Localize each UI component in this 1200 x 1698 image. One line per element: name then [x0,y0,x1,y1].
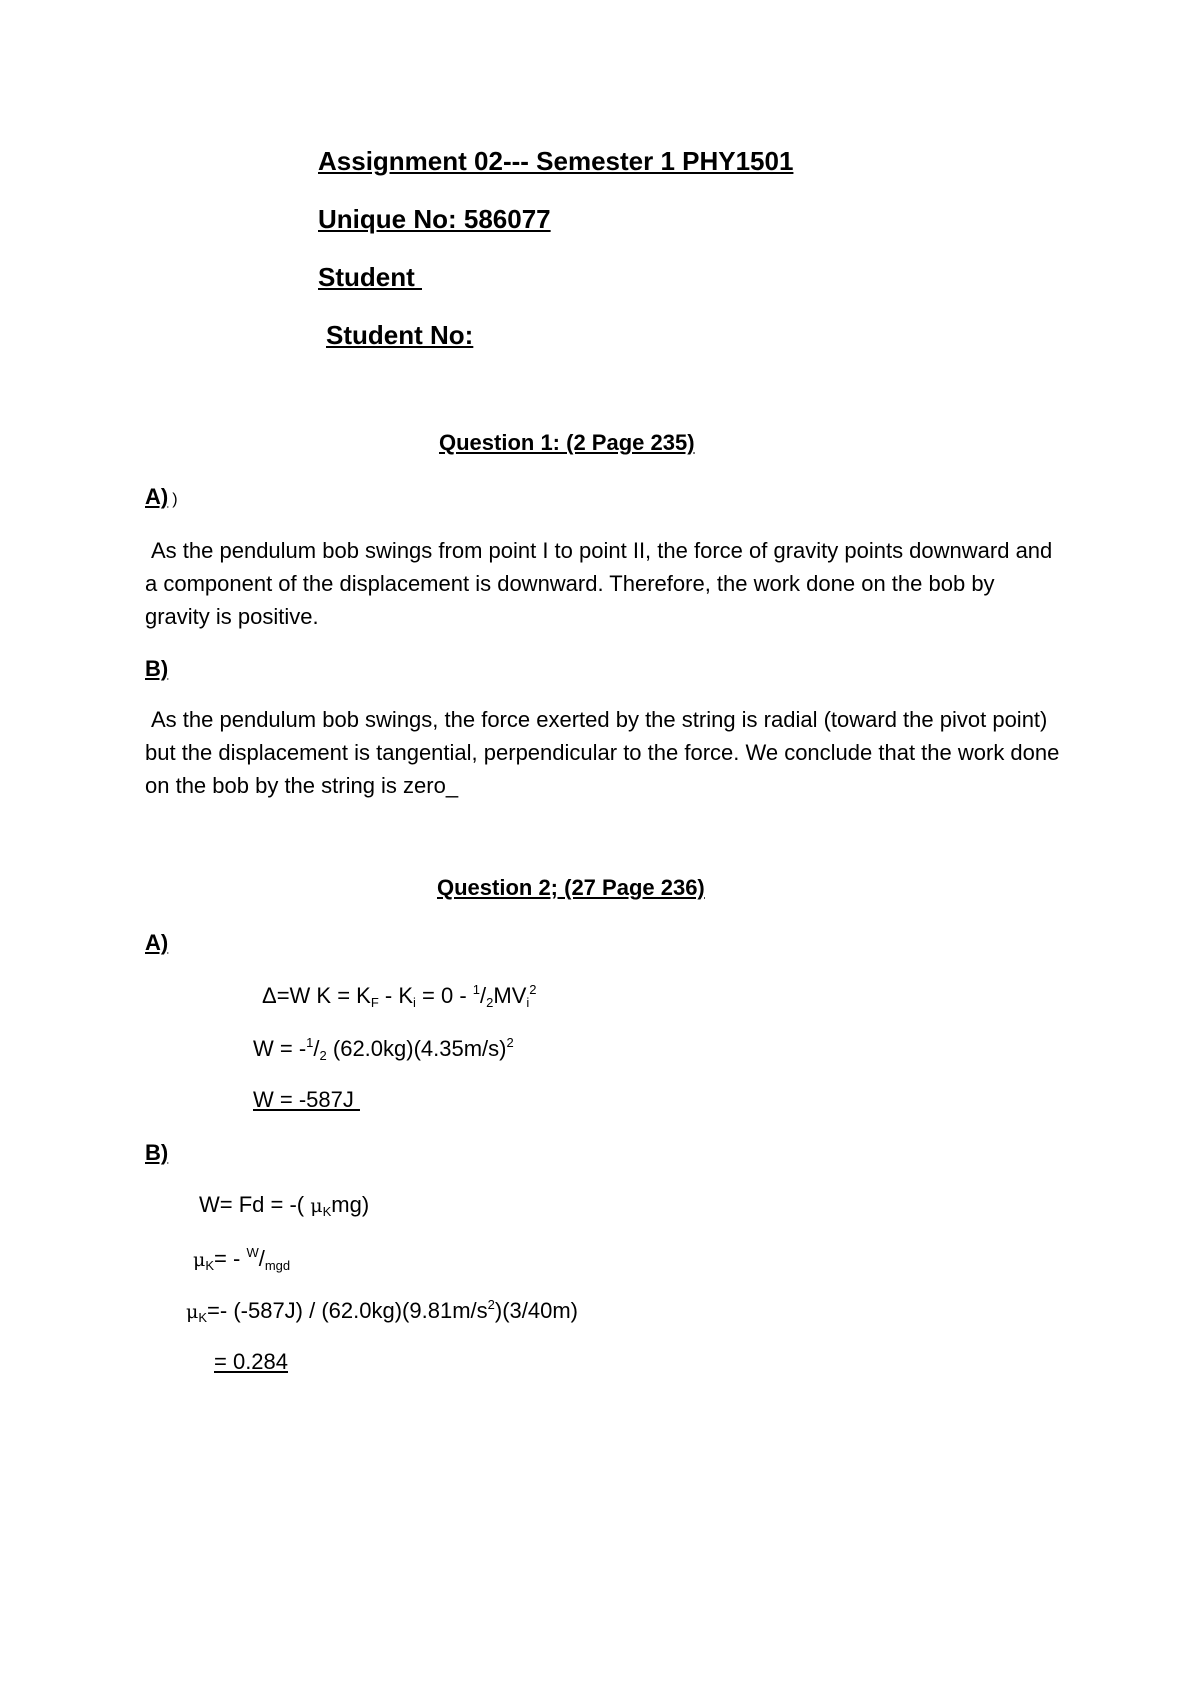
eq1-sub-i: i [413,995,416,1010]
q1-part-a-label-group [145,484,178,510]
eq1-half-denominator: 2 [486,995,494,1010]
eq6-sub-k: K [198,1310,208,1325]
question-1-heading: Question 1: (2 Page 235) [439,430,695,455]
eq4-part-1: W= Fd = -( [199,1192,311,1217]
eq5-mu-symbol: μ [193,1249,206,1271]
eq1-part-2: - K [378,983,414,1008]
q1-part-b-text: As the pendulum bob swings, the force exerted by the string is radial (toward the pivot point) but the displacement is tangential, perpendicular to the force. We conclude that the work done on the bob by the string is zero [145,707,1060,798]
eq1-square: 2 [529,982,537,997]
eq1-half-numerator: 1 [472,982,481,997]
eq6-part-1: =- (-587J) / (62.0kg)(9.81m/s [207,1298,488,1323]
q1-part-a-label: A) [145,484,169,509]
q1-part-b-answer [145,703,1065,802]
eq4-part-2: mg) [331,1192,370,1217]
eq1-part-3: = 0 - [415,983,473,1008]
eq2-part-2: (62.0kg)(4.35m/s) [326,1036,507,1061]
q2-part-a-label: A) [145,930,169,955]
eq1-part-4: MV [493,983,527,1008]
friction-coefficient-substitution [186,1297,578,1325]
eq5-slash: / [258,1246,265,1271]
question-2-heading: Question 2; (27 Page 236) [437,875,705,900]
work-result: W = -587J [253,1087,360,1112]
eq4-sub-k: K [322,1204,332,1219]
student-number-label: Student No: [326,320,474,350]
q2-part-b-label: B) [145,1140,169,1165]
friction-work-equation [199,1192,369,1219]
eq5-part-1: = - [214,1246,247,1271]
eq1-sub-i-velocity: i [526,995,530,1010]
eq5-numerator: W [246,1245,259,1260]
q1-part-a-mark: ) [172,491,178,508]
eq6-square: 2 [487,1297,495,1312]
friction-coefficient-result: = 0.284 [214,1349,289,1374]
q1-part-b-label: B) [145,656,169,681]
eq4-mu-symbol: μ [310,1195,323,1217]
eq2-part-1: W = - [253,1036,307,1061]
q1-part-a-answer: As the pendulum bob swings from point I to point II, the force of gravity points downward and a component of the displacement is downward. Therefore, the work done on the bob by gravity is positive. [145,538,1053,629]
eq2-half-denominator: 2 [319,1048,327,1063]
assignment-title: Assignment 02--- Semester 1 PHY1501 [318,146,794,176]
eq6-part-2: )(3/40m) [494,1298,578,1323]
unique-number: Unique No: 586077 [318,204,551,234]
student-name-label: Student [318,262,422,292]
friction-coefficient-formula [193,1245,290,1273]
eq6-mu-symbol: μ [186,1301,199,1323]
work-energy-equation: Δ=W $K = K_F - K_i = 0 - ^1/_2MV_i^2$ [262,982,537,1010]
eq2-half-numerator: 1 [306,1035,314,1050]
eq5-denominator: mgd [264,1258,291,1273]
eq1-part-1: Δ=W K = K [262,983,371,1008]
eq1-sub-f: F [370,995,379,1010]
eq5-sub-k: K [205,1258,215,1273]
eq2-square: 2 [506,1035,514,1050]
q1-part-b-end-mark: _ [445,773,459,798]
work-substitution-equation: $W = -^1/_2$ $(62.0kg)(4.35m/s)^2$ [253,1035,514,1063]
